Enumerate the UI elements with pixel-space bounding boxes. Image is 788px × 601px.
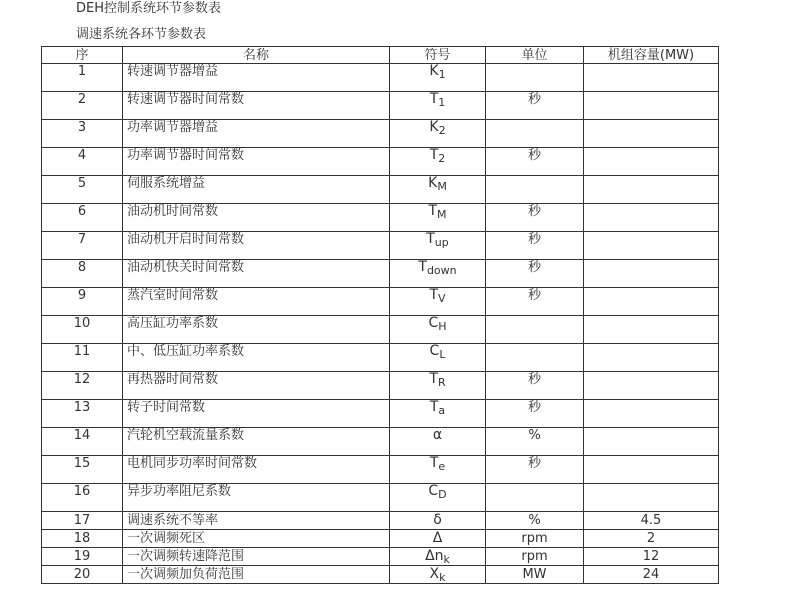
row-unit: rpm — [486, 530, 584, 548]
symbol-base: T — [429, 287, 439, 303]
row-name: 异步功率阻尼系数 — [123, 484, 390, 512]
symbol-base: T — [429, 91, 439, 107]
row-symbol — [390, 176, 486, 204]
table-row — [42, 530, 719, 548]
table-row — [42, 176, 719, 204]
symbol-base: T — [429, 399, 439, 415]
row-symbol — [390, 204, 486, 232]
symbol-base: C — [428, 483, 439, 499]
row-symbol — [390, 530, 486, 548]
symbol-base: X — [429, 566, 440, 582]
header-capacity: 机组容量(MW) — [584, 47, 719, 64]
symbol-base: K — [429, 119, 439, 135]
row-symbol — [390, 148, 486, 176]
row-name: 一次调频加负荷范围 — [123, 566, 390, 584]
symbol-subscript: M — [437, 208, 447, 221]
row-unit: rpm — [486, 548, 584, 566]
row-name: 调速系统不等率 — [123, 512, 390, 530]
table-row — [42, 372, 719, 400]
row-unit — [486, 176, 584, 204]
row-name: 油动机时间常数 — [123, 204, 390, 232]
symbol-subscript: M — [437, 180, 447, 193]
row-unit: 秒 — [486, 92, 584, 120]
row-symbol — [390, 428, 486, 456]
row-index: 7 — [42, 232, 123, 260]
row-index: 16 — [42, 484, 123, 512]
row-unit: 秒 — [486, 456, 584, 484]
row-unit: 秒 — [486, 148, 584, 176]
table-row — [42, 120, 719, 148]
row-capacity — [584, 64, 719, 92]
table-row — [42, 484, 719, 512]
document-title: DEH控制系统环节参数表 — [76, 1, 221, 16]
header-symbol: 符号 — [390, 47, 486, 64]
row-symbol — [390, 316, 486, 344]
row-name: 转速调节器时间常数 — [123, 92, 390, 120]
row-unit: 秒 — [486, 232, 584, 260]
header-unit: 单位 — [486, 47, 584, 64]
row-capacity — [584, 344, 719, 372]
symbol-subscript: down — [426, 264, 457, 277]
row-symbol — [390, 456, 486, 484]
row-name: 伺服系统增益 — [123, 176, 390, 204]
row-unit: % — [486, 428, 584, 456]
row-symbol — [390, 548, 486, 566]
row-index: 18 — [42, 530, 123, 548]
row-capacity: 24 — [584, 566, 719, 584]
row-capacity: 12 — [584, 548, 719, 566]
symbol-base: T — [429, 455, 439, 471]
symbol-subscript: 2 — [438, 152, 446, 165]
row-unit: MW — [486, 566, 584, 584]
symbol-base: α — [432, 427, 443, 443]
row-index: 5 — [42, 176, 123, 204]
parameter-table — [41, 46, 719, 584]
row-capacity: 4.5 — [584, 512, 719, 530]
symbol-subscript: L — [439, 348, 446, 361]
row-symbol — [390, 512, 486, 530]
row-index: 14 — [42, 428, 123, 456]
row-capacity — [584, 92, 719, 120]
header-index: 序 — [42, 47, 123, 64]
row-unit — [486, 344, 584, 372]
table-row — [42, 288, 719, 316]
row-unit: 秒 — [486, 260, 584, 288]
row-symbol — [390, 484, 486, 512]
row-capacity — [584, 400, 719, 428]
row-name: 再热器时间常数 — [123, 372, 390, 400]
table-row — [42, 428, 719, 456]
row-symbol — [390, 92, 486, 120]
table-row — [42, 344, 719, 372]
symbol-subscript: 1 — [438, 96, 446, 109]
table-row — [42, 400, 719, 428]
row-name: 油动机快关时间常数 — [123, 260, 390, 288]
row-name: 转子时间常数 — [123, 400, 390, 428]
symbol-base: K — [429, 63, 439, 79]
symbol-base: T — [418, 259, 427, 275]
table-row — [42, 548, 719, 566]
table-row — [42, 148, 719, 176]
row-name: 油动机开启时间常数 — [123, 232, 390, 260]
row-unit — [486, 120, 584, 148]
row-unit — [486, 484, 584, 512]
row-name: 转速调节器增益 — [123, 64, 390, 92]
row-symbol — [390, 566, 486, 584]
row-symbol — [390, 344, 486, 372]
row-capacity: 2 — [584, 530, 719, 548]
row-index: 1 — [42, 64, 123, 92]
symbol-base: T — [429, 147, 439, 163]
row-capacity — [584, 456, 719, 484]
symbol-base: T — [429, 371, 438, 387]
row-name: 蒸汽室时间常数 — [123, 288, 390, 316]
symbol-subscript: 1 — [438, 68, 446, 81]
table-row — [42, 512, 719, 530]
row-index: 9 — [42, 288, 123, 316]
row-index: 8 — [42, 260, 123, 288]
symbol-subscript: H — [438, 320, 447, 333]
table-body — [42, 64, 719, 584]
row-symbol — [390, 260, 486, 288]
symbol-subscript: k — [443, 553, 450, 566]
row-index: 6 — [42, 204, 123, 232]
row-name: 功率调节器增益 — [123, 120, 390, 148]
table-row — [42, 64, 719, 92]
row-symbol — [390, 232, 486, 260]
row-capacity — [584, 176, 719, 204]
row-index: 12 — [42, 372, 123, 400]
table-row — [42, 204, 719, 232]
table-row — [42, 456, 719, 484]
symbol-base: T — [426, 231, 435, 247]
table-title: 调速系统各环节参数表 — [76, 27, 207, 42]
table-row — [42, 566, 719, 584]
row-capacity — [584, 484, 719, 512]
row-symbol — [390, 120, 486, 148]
table-row — [42, 260, 719, 288]
symbol-base: T — [428, 203, 438, 219]
row-symbol — [390, 400, 486, 428]
row-unit — [486, 316, 584, 344]
table-row — [42, 232, 719, 260]
symbol-base: δ — [433, 512, 442, 528]
row-capacity — [584, 148, 719, 176]
row-name: 功率调节器时间常数 — [123, 148, 390, 176]
row-symbol — [390, 288, 486, 316]
row-index: 4 — [42, 148, 123, 176]
table-row — [42, 316, 719, 344]
row-unit: 秒 — [486, 400, 584, 428]
row-unit: 秒 — [486, 372, 584, 400]
row-capacity — [584, 288, 719, 316]
row-capacity — [584, 260, 719, 288]
symbol-subscript: a — [438, 404, 446, 417]
symbol-subscript: D — [438, 488, 447, 501]
row-capacity — [584, 204, 719, 232]
row-index: 20 — [42, 566, 123, 584]
row-index: 17 — [42, 512, 123, 530]
symbol-subscript: e — [438, 460, 446, 473]
symbol-subscript: V — [438, 292, 446, 305]
symbol-subscript: R — [437, 376, 446, 389]
symbol-base: C — [428, 315, 439, 331]
symbol-subscript: k — [439, 571, 446, 584]
row-unit — [486, 64, 584, 92]
header-name: 名称 — [123, 47, 390, 64]
row-capacity — [584, 232, 719, 260]
row-index: 11 — [42, 344, 123, 372]
row-index: 3 — [42, 120, 123, 148]
row-capacity — [584, 372, 719, 400]
symbol-subscript: 2 — [438, 124, 446, 137]
symbol-base: Δn — [425, 548, 444, 564]
row-unit: 秒 — [486, 204, 584, 232]
symbol-base: Δ — [432, 530, 443, 546]
row-name: 电机同步功率时间常数 — [123, 456, 390, 484]
row-capacity — [584, 428, 719, 456]
row-capacity — [584, 316, 719, 344]
row-unit: % — [486, 512, 584, 530]
row-name: 一次调频死区 — [123, 530, 390, 548]
symbol-subscript: up — [434, 236, 449, 249]
row-symbol — [390, 372, 486, 400]
row-unit: 秒 — [486, 288, 584, 316]
row-symbol — [390, 64, 486, 92]
row-name: 中、低压缸功率系数 — [123, 344, 390, 372]
row-index: 13 — [42, 400, 123, 428]
row-name: 一次调频转速降范围 — [123, 548, 390, 566]
row-name: 高压缸功率系数 — [123, 316, 390, 344]
table-header-row — [42, 47, 719, 64]
symbol-base: C — [429, 343, 440, 359]
row-index: 2 — [42, 92, 123, 120]
row-capacity — [584, 120, 719, 148]
table-row — [42, 92, 719, 120]
row-index: 15 — [42, 456, 123, 484]
symbol-base: K — [428, 175, 438, 191]
row-index: 10 — [42, 316, 123, 344]
row-name: 汽轮机空载流量系数 — [123, 428, 390, 456]
row-index: 19 — [42, 548, 123, 566]
